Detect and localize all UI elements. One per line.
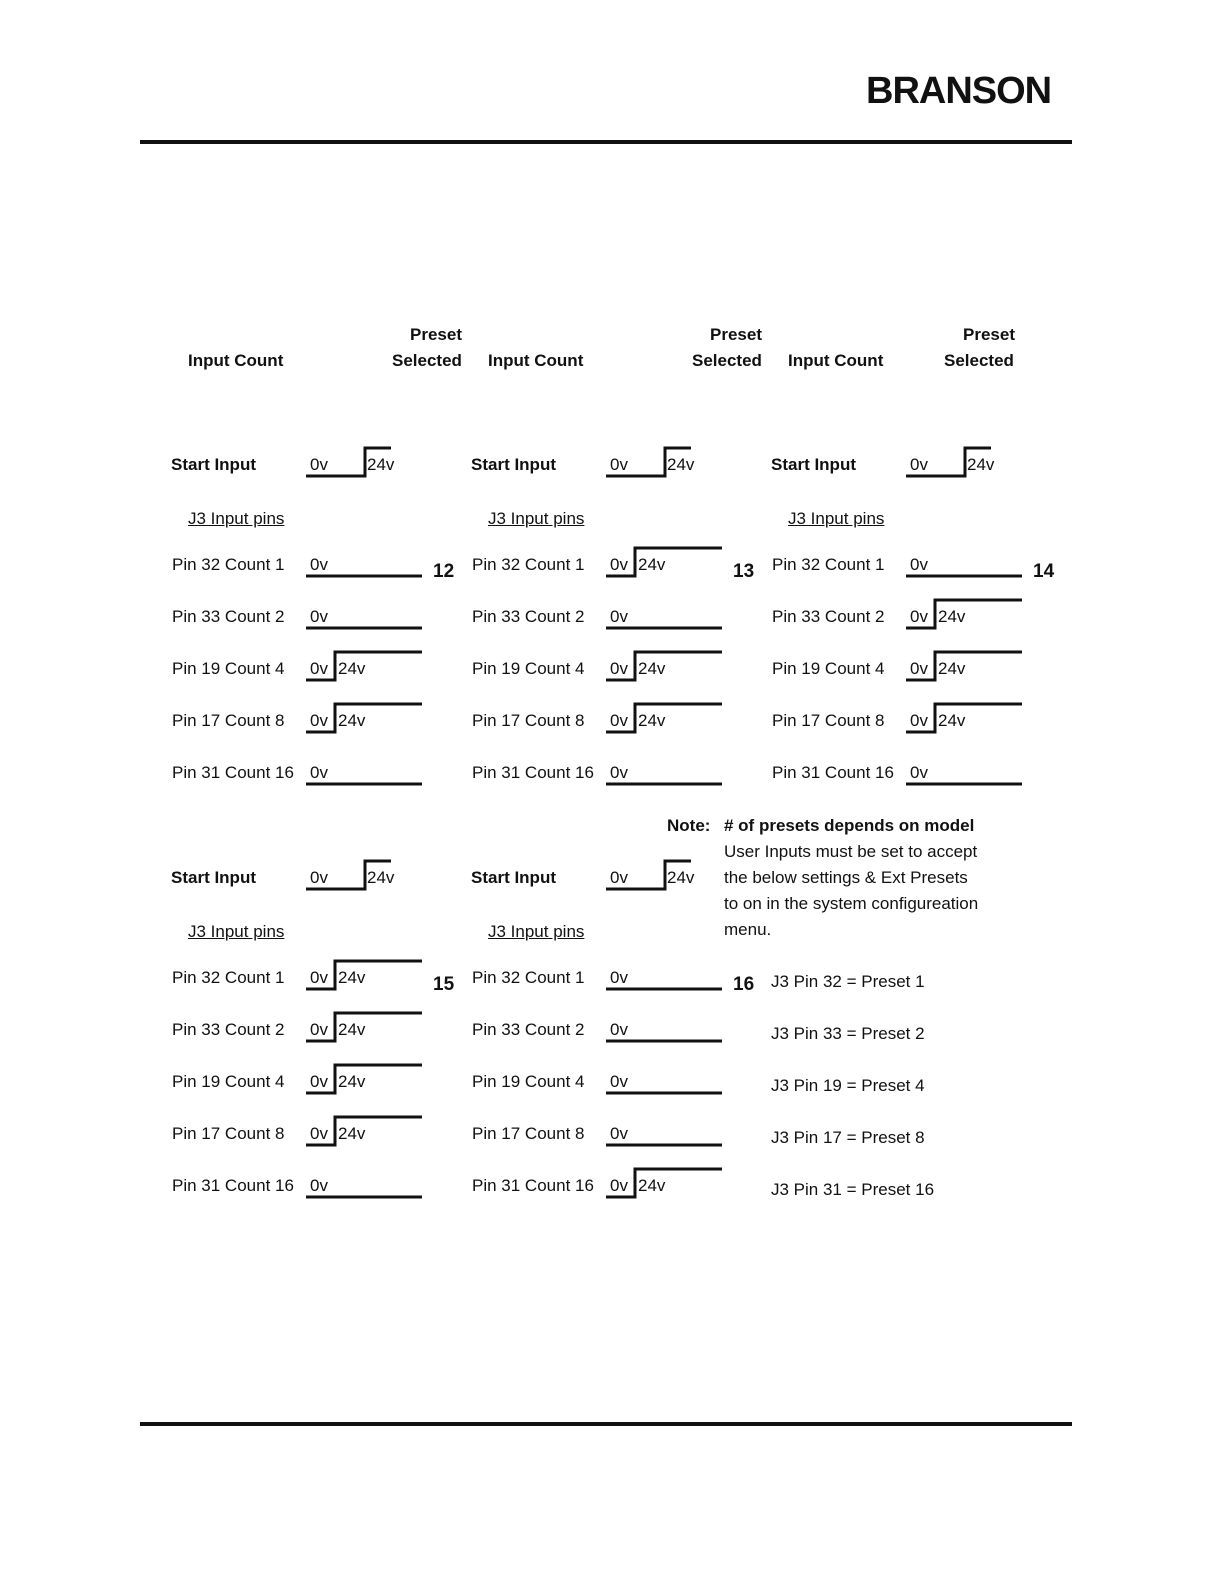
pin-row-label: Pin 19 Count 4 — [472, 1072, 585, 1091]
pin-waveform-high — [305, 649, 425, 683]
header-selected-1: Selected — [392, 351, 462, 370]
voltage-low-label: 0v — [910, 555, 928, 574]
preset-block — [771, 455, 1071, 855]
pin-waveform-high — [905, 597, 1025, 631]
pin-waveform-low — [605, 1114, 725, 1148]
pin-row-label: Pin 19 Count 4 — [472, 659, 585, 678]
pin-waveform-low — [605, 753, 725, 787]
voltage-low-label: 0v — [310, 1124, 328, 1143]
voltage-low-label: 0v — [310, 455, 328, 474]
voltage-low-label: 0v — [310, 659, 328, 678]
voltage-high-label: 24v — [938, 659, 966, 678]
pin-waveform-low — [605, 1062, 725, 1096]
preset-block — [471, 455, 771, 855]
pin-row-label: Pin 32 Count 1 — [472, 555, 585, 574]
pin-waveform-high — [605, 649, 725, 683]
voltage-low-label: 0v — [910, 455, 928, 474]
voltage-high-label: 24v — [338, 659, 366, 678]
voltage-low-label: 0v — [910, 607, 928, 626]
pin-waveform-high — [905, 701, 1025, 735]
voltage-low-label: 0v — [610, 868, 628, 887]
voltage-low-label: 0v — [310, 555, 328, 574]
start-input-waveform — [605, 445, 705, 479]
preset-selected-number: 15 — [433, 974, 455, 995]
voltage-low-label: 0v — [610, 1020, 628, 1039]
header-input-count-1: Input Count — [188, 351, 284, 370]
voltage-low-label: 0v — [610, 659, 628, 678]
pin-row-label: Pin 31 Count 16 — [172, 1176, 294, 1195]
pin-row-label: Pin 32 Count 1 — [472, 968, 585, 987]
voltage-high-label: 24v — [367, 868, 395, 887]
start-input-waveform — [305, 858, 405, 892]
pin-row-label: Pin 32 Count 1 — [772, 555, 885, 574]
header-rule — [140, 140, 1072, 144]
voltage-low-label: 0v — [610, 1072, 628, 1091]
pin-waveform-high — [605, 701, 725, 735]
voltage-high-label: 24v — [938, 711, 966, 730]
pin-waveform-high — [305, 1010, 425, 1044]
start-input-waveform — [905, 445, 1005, 479]
voltage-low-label: 0v — [310, 968, 328, 987]
pin-row-label: Pin 33 Count 2 — [172, 607, 285, 626]
pin-row-label: Pin 19 Count 4 — [772, 659, 885, 678]
header-preset-3: Preset — [963, 325, 1015, 344]
j3-input-pins-heading: J3 Input pins — [188, 509, 285, 528]
j3-input-pins-heading: J3 Input pins — [188, 922, 285, 941]
pin-waveform-low — [305, 1166, 425, 1200]
pin-waveform-high — [305, 958, 425, 992]
pin-row-label: Pin 33 Count 2 — [772, 607, 885, 626]
voltage-low-label: 0v — [610, 455, 628, 474]
voltage-low-label: 0v — [610, 968, 628, 987]
voltage-low-label: 0v — [310, 711, 328, 730]
pin-waveform-low — [905, 753, 1025, 787]
voltage-low-label: 0v — [610, 763, 628, 782]
voltage-low-label: 0v — [610, 1124, 628, 1143]
voltage-high-label: 24v — [338, 1020, 366, 1039]
pin-row-label: Pin 33 Count 2 — [472, 1020, 585, 1039]
voltage-high-label: 24v — [967, 455, 995, 474]
voltage-high-label: 24v — [667, 455, 695, 474]
start-input-waveform — [305, 445, 405, 479]
pin-row-label: Pin 19 Count 4 — [172, 659, 285, 678]
start-input-label: Start Input — [471, 868, 556, 887]
mapping-item: J3 Pin 31 = Preset 16 — [771, 1180, 935, 1199]
header-selected-2: Selected — [692, 351, 762, 370]
pin-row-label: Pin 31 Count 16 — [172, 763, 294, 782]
header-preset-1: Preset — [410, 325, 462, 344]
start-input-label: Start Input — [171, 868, 256, 887]
preset-block — [171, 868, 471, 1268]
pin-waveform-low — [305, 545, 425, 579]
j3-input-pins-heading: J3 Input pins — [488, 509, 585, 528]
pin-row-label: Pin 31 Count 16 — [472, 1176, 594, 1195]
pin-waveform-high — [305, 701, 425, 735]
note-title: # of presets depends on model — [724, 816, 975, 835]
voltage-low-label: 0v — [910, 763, 928, 782]
pin-waveform-low — [605, 958, 725, 992]
preset-selected-number: 12 — [433, 561, 455, 582]
voltage-low-label: 0v — [310, 1072, 328, 1091]
voltage-low-label: 0v — [310, 763, 328, 782]
mapping-item: J3 Pin 19 = Preset 4 — [771, 1076, 925, 1095]
voltage-high-label: 24v — [338, 1124, 366, 1143]
voltage-low-label: 0v — [310, 868, 328, 887]
start-input-label: Start Input — [471, 455, 556, 474]
start-input-label: Start Input — [171, 455, 256, 474]
voltage-low-label: 0v — [310, 1020, 328, 1039]
footer-rule — [140, 1422, 1072, 1426]
voltage-low-label: 0v — [610, 1176, 628, 1195]
pin-waveform-low — [605, 1010, 725, 1044]
pin-waveform-high — [905, 649, 1025, 683]
voltage-high-label: 24v — [638, 555, 666, 574]
voltage-low-label: 0v — [610, 607, 628, 626]
pin-row-label: Pin 19 Count 4 — [172, 1072, 285, 1091]
voltage-high-label: 24v — [338, 711, 366, 730]
note-line: menu. — [724, 920, 772, 939]
voltage-low-label: 0v — [910, 659, 928, 678]
mapping-item: J3 Pin 33 = Preset 2 — [771, 1024, 925, 1043]
voltage-high-label: 24v — [938, 607, 966, 626]
voltage-high-label: 24v — [667, 868, 695, 887]
voltage-high-label: 24v — [338, 1072, 366, 1091]
voltage-low-label: 0v — [610, 711, 628, 730]
j3-input-pins-heading: J3 Input pins — [788, 509, 885, 528]
start-input-label: Start Input — [771, 455, 856, 474]
voltage-high-label: 24v — [638, 1176, 666, 1195]
header-preset-2: Preset — [710, 325, 762, 344]
preset-block — [171, 455, 471, 855]
header-input-count-2: Input Count — [488, 351, 584, 370]
pin-waveform-high — [605, 545, 725, 579]
voltage-high-label: 24v — [367, 455, 395, 474]
pin-waveform-low — [305, 597, 425, 631]
note-line: to on in the system configureation — [724, 894, 979, 913]
voltage-high-label: 24v — [338, 968, 366, 987]
j3-input-pins-heading: J3 Input pins — [488, 922, 585, 941]
pin-waveform-high — [305, 1114, 425, 1148]
pin-waveform-high — [605, 1166, 725, 1200]
start-input-waveform — [605, 858, 705, 892]
pin-row-label: Pin 32 Count 1 — [172, 555, 285, 574]
voltage-low-label: 0v — [610, 555, 628, 574]
mapping-item: J3 Pin 17 = Preset 8 — [771, 1128, 925, 1147]
pin-row-label: Pin 31 Count 16 — [772, 763, 894, 782]
note-line: User Inputs must be set to accept — [724, 842, 978, 861]
voltage-high-label: 24v — [638, 711, 666, 730]
pin-waveform-low — [905, 545, 1025, 579]
voltage-low-label: 0v — [310, 607, 328, 626]
header-input-count-3: Input Count — [788, 351, 884, 370]
pin-waveform-high — [305, 1062, 425, 1096]
pin-row-label: Pin 32 Count 1 — [172, 968, 285, 987]
mapping-item: J3 Pin 32 = Preset 1 — [771, 972, 925, 991]
preset-selected-number: 13 — [733, 561, 755, 582]
pin-row-label: Pin 17 Count 8 — [172, 711, 285, 730]
note-label: Note: — [667, 816, 711, 835]
pin-waveform-low — [305, 753, 425, 787]
voltage-low-label: 0v — [910, 711, 928, 730]
pin-row-label: Pin 31 Count 16 — [472, 763, 594, 782]
header-selected-3: Selected — [944, 351, 1014, 370]
voltage-low-label: 0v — [310, 1176, 328, 1195]
pin-waveform-low — [605, 597, 725, 631]
pin-row-label: Pin 33 Count 2 — [472, 607, 585, 626]
pin-row-label: Pin 17 Count 8 — [472, 1124, 585, 1143]
pin-row-label: Pin 33 Count 2 — [172, 1020, 285, 1039]
preset-selected-number: 14 — [1033, 561, 1055, 582]
pin-row-label: Pin 17 Count 8 — [172, 1124, 285, 1143]
preset-selected-number: 16 — [733, 974, 755, 995]
voltage-high-label: 24v — [638, 659, 666, 678]
note-line: the below settings & Ext Presets — [724, 868, 968, 887]
branson-logo: BRANSON — [866, 70, 1052, 112]
pin-row-label: Pin 17 Count 8 — [472, 711, 585, 730]
pin-row-label: Pin 17 Count 8 — [772, 711, 885, 730]
